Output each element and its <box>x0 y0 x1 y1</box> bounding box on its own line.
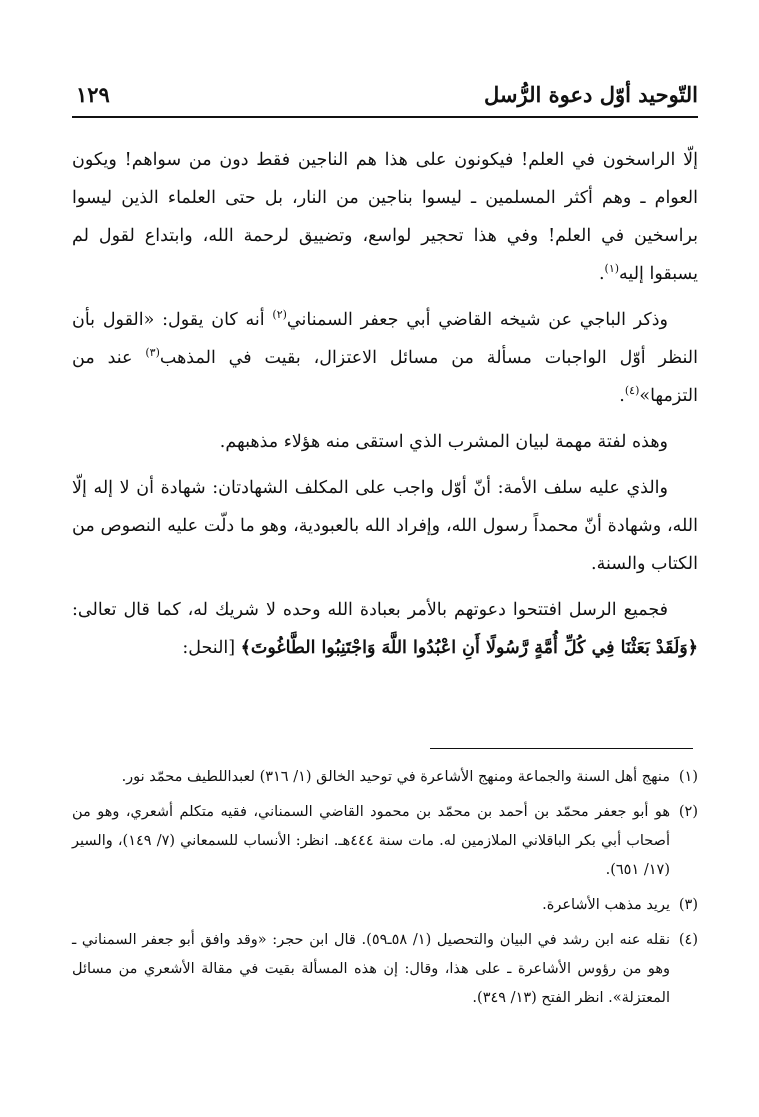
footnote-1 <box>72 763 698 792</box>
quran-verse: ﴿وَلَقَدْ بَعَثْنَا فِي كُلِّ أُمَّةٍ رَّسُولًا أَنِ اعْبُدُوا اللَّهَ وَاجْتَنِبُوا الطَّاغُوتَ﴾ <box>240 638 698 658</box>
paragraph-2-text-a: وذكر الباجي عن شيخه القاضي أبي جعفر السمناني <box>286 310 668 330</box>
footnote-number: (٢) <box>678 804 698 820</box>
footnote-3 <box>72 891 698 920</box>
footnote-text: منهج أهل السنة والجماعة ومنهج الأشاعرة في توحيد الخالق (١/ ٣١٦) لعبداللطيف محمّد نور. <box>121 769 670 785</box>
paragraph-2 <box>72 301 698 415</box>
header-rule <box>72 116 698 118</box>
running-title: التّوحيد أوّل دعوة الرُّسل <box>484 82 698 107</box>
paragraph-1-end: . <box>598 264 605 284</box>
paragraph-2-end: . <box>619 386 625 406</box>
paragraph-5-text-a: فجميع الرسل افتتحوا دعوتهم بالأمر بعبادة الله وحده لا شريك له، كما قال تعالى: <box>72 600 668 620</box>
footnote-text: نقله عنه ابن رشد في البيان والتحصيل (١/ ٥٨ـ٥٩). قال ابن حجر: «وقد وافق أبو جعفر السمناني ـ وهو من رؤوس الأشاعرة ـ على هذا، وقال: إن هذه المسألة بقيت في مقالة الأشعري من مسائل المعتزلة». انظر الفتح (١٣/ ٣٤٩). <box>72 932 670 1006</box>
paragraph-5-text-b: [النحل: <box>182 638 241 658</box>
footnote-ref-3: (٣) <box>145 346 160 360</box>
footnotes <box>72 763 698 1019</box>
paragraph-5 <box>72 591 698 667</box>
paragraph-1 <box>72 141 698 293</box>
footnote-number: (٤) <box>678 932 698 948</box>
paragraph-2-text-b: أنه كان يقول: «القول بأن النظر أوّل الواجبات مسألة من مسائل الاعتزال، بقيت في المذهب <box>72 310 698 368</box>
footnote-ref-4: (٤) <box>624 384 640 398</box>
footnote-separator <box>430 748 693 749</box>
footnote-number: (٣) <box>678 897 698 913</box>
footnote-ref-2: (٢) <box>272 308 287 322</box>
footnote-2 <box>72 798 698 885</box>
paragraph-2-text-c: عند من التزمها» <box>72 348 698 406</box>
footnote-text: هو أبو جعفر محمّد بن أحمد بن محمّد بن محمود القاضي السمناني، فقيه متكلم أشعري، وهو من أصحاب أبي بكر الباقلاني الملازمين له. مات سنة ٤٤٤هـ. انظر: الأنساب للسمعاني (٧/ ١٤٩)، والسير (١٧/ ٦٥١). <box>72 804 670 878</box>
main-text <box>72 141 698 675</box>
paragraph-1-text: إلّا الراسخون في العلم! فيكونون على هذا هم الناجين فقط دون من سواهم! ويكون العوام ـ وهم أكثر المسلمين ـ ليسوا بناجين من النار، بل حتى العلماء الذين ليسوا براسخين في العلم! وفي هذا تحجير لواسع، وتضييق لرحمة الله، وابتداع لقول لم يسبقوا إليه <box>72 150 698 284</box>
page-number: ١٢٩ <box>76 82 110 107</box>
footnote-text: يريد مذهب الأشاعرة. <box>542 897 670 913</box>
paragraph-3: وهذه لفتة مهمة لبيان المشرب الذي استقى منه هؤلاء مذهبهم. <box>219 432 668 452</box>
page-header <box>72 80 698 116</box>
footnote-number: (١) <box>678 769 698 785</box>
footnote-ref-1: (١) <box>604 262 620 276</box>
paragraph-4: والذي عليه سلف الأمة: أنّ أوّل واجب على المكلف الشهادتان: شهادة أن لا إله إلّا الله، وشهادة أنّ محمداً رسول الله، وإفراد الله بالعبودية، وهو ما دلّت عليه النصوص من الكتاب والسنة. <box>72 478 698 574</box>
footnote-4 <box>72 926 698 1013</box>
